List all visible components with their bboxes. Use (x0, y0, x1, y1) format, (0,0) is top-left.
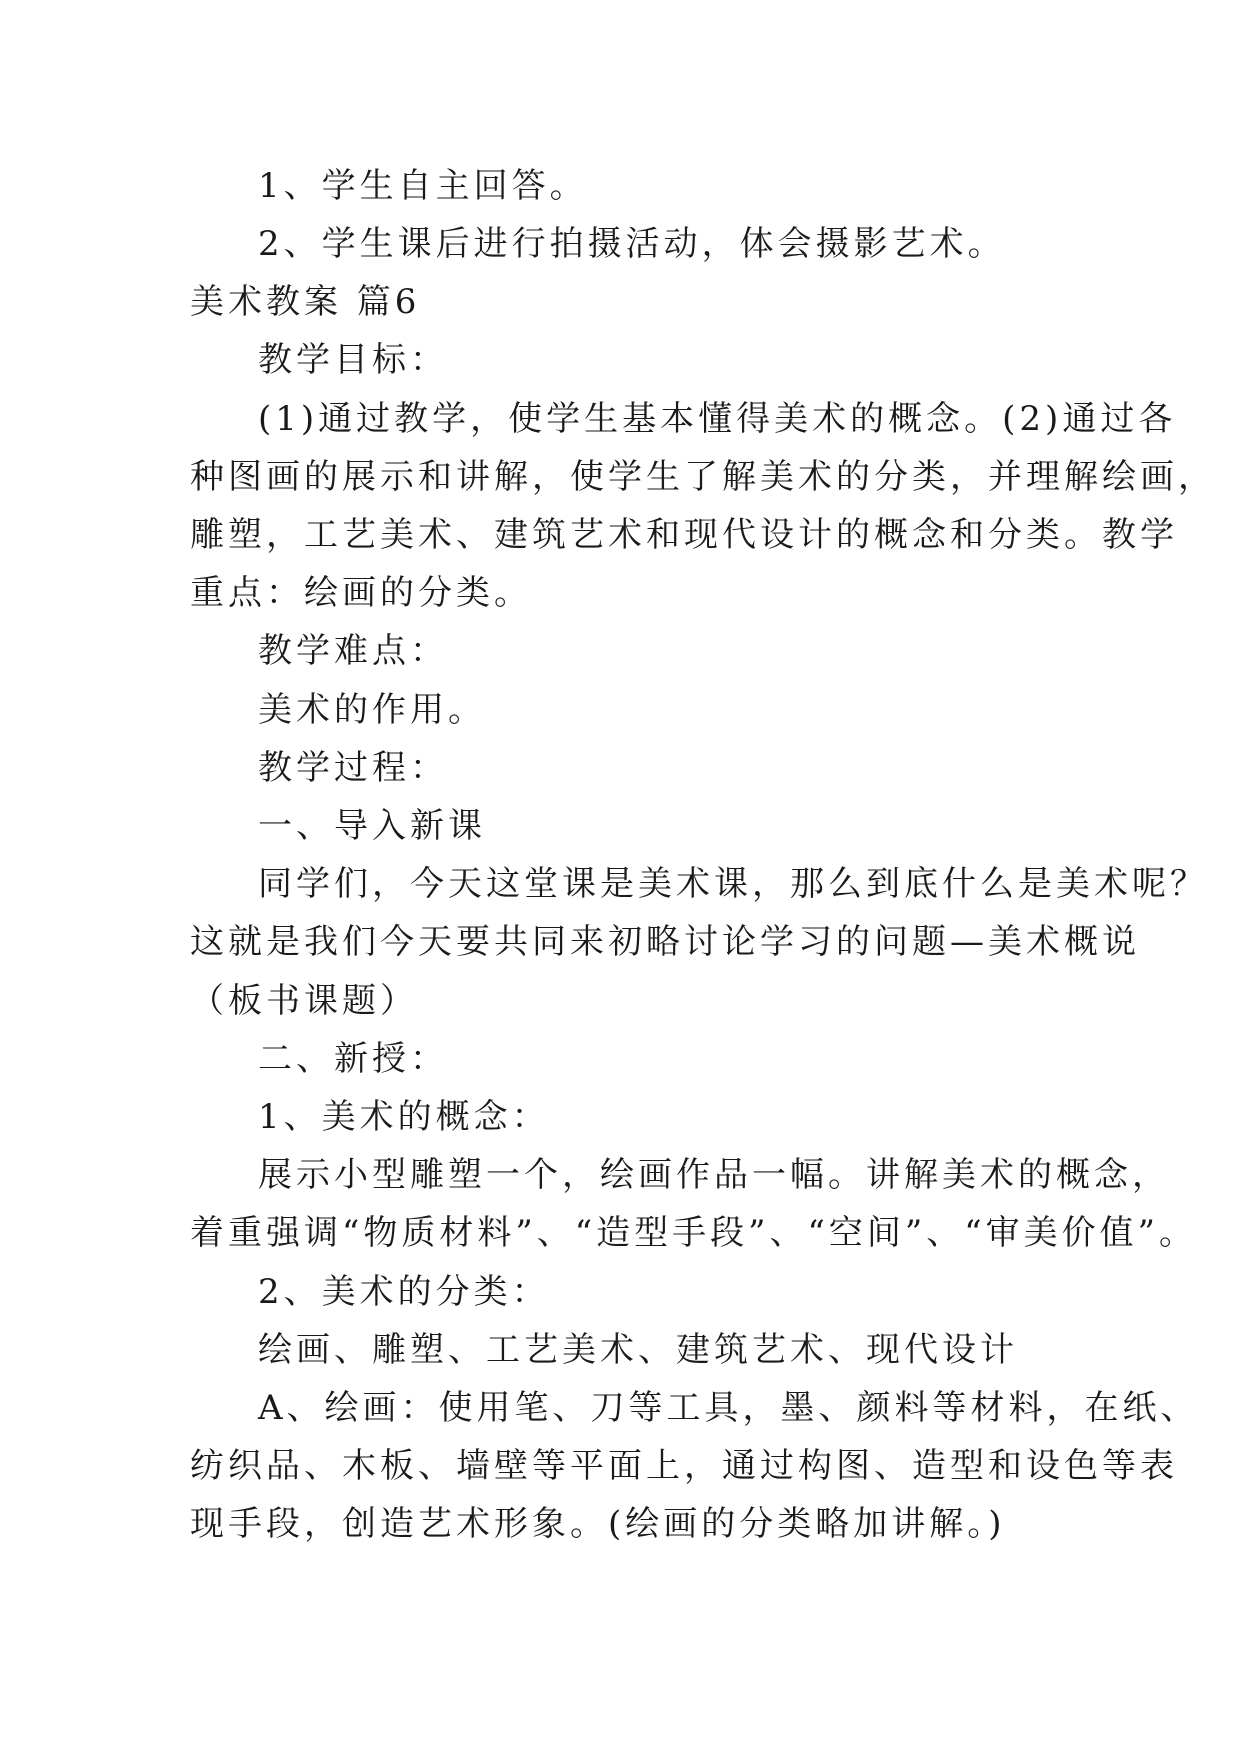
section-heading: 美术教案 篇6 (190, 282, 421, 322)
objectives-heading: 教学目标： (258, 340, 448, 380)
concept-line-2: 着重强调“物质材料”、“造型手段”、“空间”、“审美价值”。 (190, 1213, 1198, 1253)
intro-line-2: 这就是我们今天要共同来初略讨论学习的问题—美术概说 (190, 922, 1140, 962)
answer-step-1: 1、学生自主回答。 (258, 166, 588, 206)
painting-line-1: A、绘画：使用笔、刀等工具，墨、颜料等材料，在纸、 (258, 1388, 1199, 1428)
objectives-line-4: 重点：绘画的分类。 (190, 573, 532, 613)
intro-heading: 一、导入新课 (258, 806, 486, 846)
classification-list: 绘画、雕塑、工艺美术、建筑艺术、现代设计 (258, 1330, 1018, 1370)
classification-heading: 2、美术的分类： (258, 1272, 550, 1312)
difficulty-heading: 教学难点： (258, 631, 448, 671)
objectives-line-3: 雕塑，工艺美术、建筑艺术和现代设计的概念和分类。教学 (190, 515, 1178, 555)
painting-line-2: 纺织品、木板、墙壁等平面上，通过构图、造型和设色等表 (190, 1446, 1178, 1486)
answer-step-2: 2、学生课后进行拍摄活动，体会摄影艺术。 (258, 224, 1006, 264)
process-heading: 教学过程： (258, 748, 448, 788)
concept-heading: 1、美术的概念： (258, 1097, 550, 1137)
concept-line-1: 展示小型雕塑一个，绘画作品一幅。讲解美术的概念， (258, 1155, 1170, 1195)
painting-line-3: 现手段，创造艺术形象。(绘画的分类略加讲解。) (190, 1504, 1006, 1544)
intro-line-1: 同学们，今天这堂课是美术课，那么到底什么是美术呢？ (258, 864, 1208, 904)
new-lesson-heading: 二、新授： (258, 1039, 448, 1079)
difficulty-text: 美术的作用。 (258, 690, 486, 730)
objectives-line-1: (1)通过教学，使学生基本懂得美术的概念。(2)通过各 (258, 399, 1177, 439)
objectives-line-2: 种图画的展示和讲解，使学生了解美术的分类，并理解绘画， (190, 457, 1216, 497)
intro-line-3: （板书课题） (190, 981, 418, 1021)
